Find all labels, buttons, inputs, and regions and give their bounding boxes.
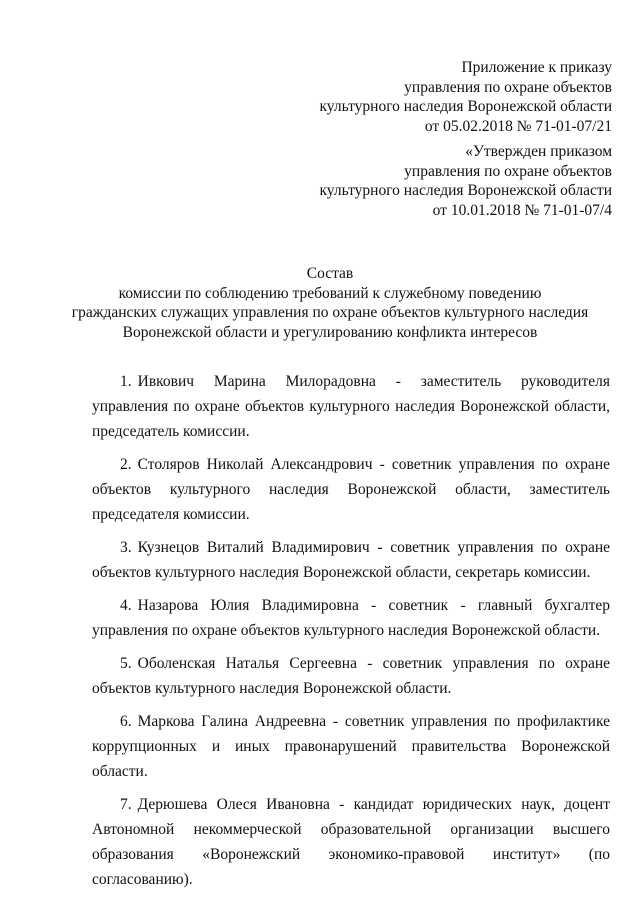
item-number: 5.	[120, 655, 132, 672]
approval-header	[192, 142, 612, 220]
appendix-line: культурного наследия Воронежской области	[319, 98, 612, 115]
item-number: 3.	[120, 539, 132, 556]
item-text: Назарова Юлия Владимировна - советник - главный бухгалтер управления по охране объектов культурного наследия Воронежской области.	[92, 597, 610, 639]
list-item	[92, 369, 610, 444]
title-line: гражданских служащих управления по охране объектов культурного наследия	[71, 304, 589, 321]
item-text: Кузнецов Виталий Владимирович - советник управления по охране объектов культурного наследия Воронежской области, секретарь комиссии.	[92, 539, 610, 581]
approval-line: культурного наследия Воронежской области	[319, 182, 612, 199]
item-text: Дерюшева Олеся Ивановна - кандидат юридических наук, доцент Автономной некоммерческой образовательной организации высшего образования «Воронежский экономико-правовой институт» (по согласованию).	[92, 796, 610, 888]
item-text: Оболенская Наталья Сергеевна - советник управления по охране объектов культурного наследия Воронежской области.	[92, 655, 610, 697]
appendix-line: управления по охране объектов	[404, 78, 612, 96]
item-text: Столяров Николай Александрович - советник управления по охране объектов культурного наследия Воронежской области, заместитель председателя комиссии.	[92, 456, 610, 523]
list-item	[92, 535, 610, 585]
item-number: 2.	[120, 456, 132, 473]
approval-line: от 10.01.2018 № 71-01-07/4	[432, 201, 612, 219]
item-number: 4.	[120, 597, 132, 614]
item-number: 6.	[120, 713, 132, 730]
appendix-line: Приложение к приказу	[461, 59, 612, 76]
approval-line: управления по охране объектов	[404, 162, 612, 180]
item-text: Маркова Галина Андреевна - советник управления по профилактике коррупционных и иных правонарушений правительства Воронежской области.	[92, 713, 610, 780]
list-item	[92, 651, 610, 701]
members-list	[92, 369, 610, 900]
list-item	[92, 792, 610, 892]
list-item	[92, 452, 610, 527]
list-item	[92, 709, 610, 784]
item-text: Ивкович Марина Милорадовна - заместитель руководителя управления по охране объектов культурного наследия Воронежской области, председатель комиссии.	[92, 373, 610, 440]
title-line: комиссии по соблюдению требований к служебному поведению	[118, 284, 542, 302]
list-item	[92, 593, 610, 643]
title-heading: Состав	[306, 265, 354, 282]
item-number: 7.	[120, 796, 132, 813]
document-title	[60, 264, 600, 342]
item-number: 1.	[120, 373, 132, 390]
appendix-line: от 05.02.2018 № 71-01-07/21	[424, 117, 612, 135]
title-line: Воронежской области и урегулированию конфликта интересов	[122, 323, 538, 341]
approval-line: «Утвержден приказом	[465, 143, 612, 160]
appendix-header	[192, 58, 612, 136]
